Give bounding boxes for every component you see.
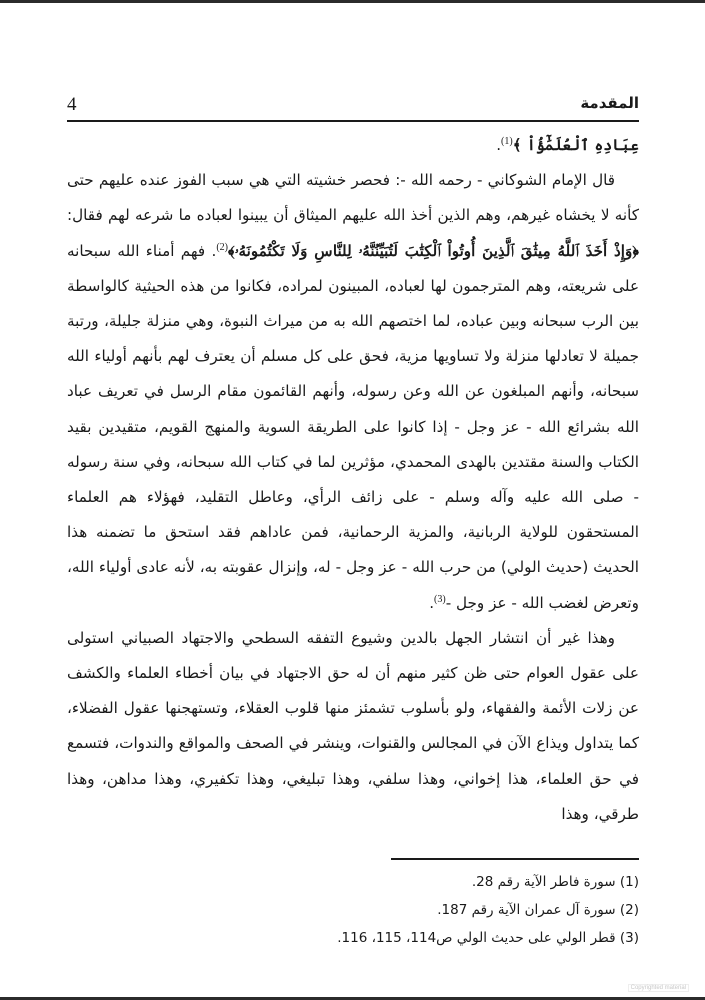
punctuation: . <box>429 593 435 612</box>
book-page <box>67 92 639 952</box>
footnote-1: (1) سورة فاطر الآية رقم 28. <box>471 873 639 890</box>
copyright-watermark: Copyrighted material <box>628 984 689 992</box>
footnote-3: (3) قطر الولي على حديث الولي ص114، 115، 116. <box>337 929 639 946</box>
paragraph-ignorance: وهذا غير أن انتشار الجهل بالدين وشيوع التفقه السطحي والاجتهاد الصبياني استولى على عقول العوام حتى ظن كثير منهم أن له حق الاجتهاد في بيان أخطاء العلماء والكشف عن زلات الأئمة والفقهاء، ولو بأسلوب تشمئز منها قلوب العقلاء، وتستهجنها عقول الفضلاء، كما يتداول ويذاع الآن في المجالس والقنوات، وينشر في الصحف والمواقع والندوات، فتسمع في حق العلماء، هذا إخواني، وهذا سلفي، وهذا تبليغي، وهذا تكفيري، وهذا مداهن، وهذا طرقي، وهذا <box>67 628 639 823</box>
footnote-divider <box>391 858 639 860</box>
paragraph-text: قال الإمام الشوكاني - رحمه الله -: فحصر خشيته التي هي سبب الفوز عنده عليهم حتى كأنه لا يخشاه غيرهم، وهم الذين أخذ الله عليهم الميثاق أن يبينوا لعباده ما شرعه لهم فقال: <box>67 171 639 225</box>
page-header <box>67 92 639 122</box>
paragraph-shawkani <box>67 163 639 621</box>
footnote-ref: (3) <box>434 593 446 605</box>
page-number: 4 <box>67 94 77 115</box>
footnote-2: (2) سورة آل عمران الآية رقم 187. <box>437 901 639 918</box>
paragraph-verse-end <box>67 128 639 163</box>
quran-verse: عِبَادِهِ ٱلْعُلَمَٰٓؤُاْ ﴾ <box>512 136 639 154</box>
running-title: المقدمة <box>580 94 639 112</box>
footnote-ref: (1) <box>501 135 513 147</box>
footnotes <box>67 868 639 952</box>
body-text <box>67 128 639 832</box>
footnote-ref: (2) <box>216 241 229 253</box>
punctuation: . <box>496 136 502 154</box>
paragraph-text: . فهم أمناء الله سبحانه على شريعته، وهم المترجمون لها لعباده، المبينون لمراده، فكانوا من هذه الحيثية كالواسطة بين الرب سبحانه وبين عباده، لما اختصهم الله به من ميراث النبوة، وهي منزلة جليلة، ورتبة جميلة لا تعادلها منزلة ولا تساويها مزية، فحق على كل مسلم أن يعترف لهم بأنهم أولياء الله سبحانه، وأنهم المبلغون عن الله وعن رسوله، وأنهم القائمون مقام الرسل في تعريف عباد الله بشرائع الله - عز وجل - إذا كانوا على الطريقة السوية والمنهج القويم، متقيدين بقيد الكتاب والسنة مقتدين بالهدى المحمدي، مؤثرين لما في كتاب الله سبحانه، وفي سنة رسوله - صلى الله عليه وآله وسلم - على زائف الرأي، وعاطل التقليد، فهؤلاء هم العلماء المستحقون للولاية الربانية، والمزية الرحمانية، فمن عاداهم فقد استحق ما تضمنه هذا الحديث (حديث الولي) من حرب الله - عز وجل - له، وإنزال عقوبته به، لأنه عادى أولياء الله، وتعرض لغضب الله - عز وجل - <box>67 241 639 612</box>
quran-verse: ﴿وَإِذْ أَخَذَ ٱللَّهُ مِيثَٰقَ ٱلَّذِينَ أُوتُواْ ٱلْكِتَٰبَ لَتُبَيِّنُنَّهُۥ لِلنَّاسِ وَلَا تَكْتُمُونَهُۥ﴾ <box>228 241 640 260</box>
scan-edge-top <box>0 0 705 3</box>
